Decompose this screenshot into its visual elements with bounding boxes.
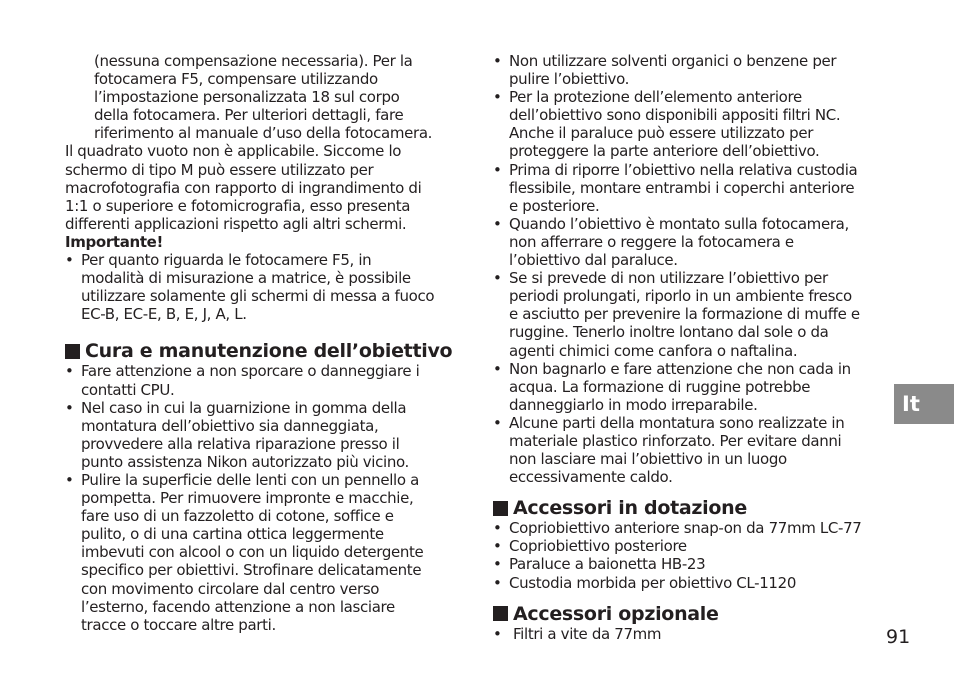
list-item: • Copriobiettivo anteriore snap-on da 77mm LC-77 [493, 519, 893, 537]
list-item: • Fare attenzione a non sporcare o danneggiare i contatti CPU. [65, 362, 465, 398]
important-list [65, 251, 465, 323]
list-item: • Non utilizzare solventi organici o benzene per pulire l’obiettivo. [493, 52, 893, 88]
section-heading-optional [493, 603, 893, 625]
list-item: • Quando l’obiettivo è montato sulla fotocamera, non afferrare o reggere la fotocamera e l’obiettivo dal paraluce. [493, 215, 893, 269]
important-label: Importante! [65, 232, 163, 251]
list-item: • Copriobiettivo posteriore [493, 537, 893, 555]
list-item: • Nel caso in cui la guarnizione in gomma della montatura dell’obiettivo sia danneggiata, provvedere alla relativa riparazione presso il punto assistenza Nikon autorizzato più vicino. [65, 399, 465, 471]
list-item: • Prima di riporre l’obiettivo nella relativa custodia flessibile, montare entrambi i coperchi anteriore e posteriore. [493, 161, 893, 215]
list-item: • Non bagnarlo e fare attenzione che non cada in acqua. La formazione di ruggine potrebbe danneggiarlo in modo irreparabile. [493, 360, 893, 414]
care-list-left [65, 362, 465, 633]
list-item: • Per la protezione dell’elemento anteriore dell’obiettivo sono disponibili appositi filtri NC. Anche il paraluce può essere utilizzato per proteggere la parte anteriore dell’obiettivo. [493, 88, 893, 160]
right-column [493, 52, 893, 643]
square-bullet-icon [65, 344, 80, 359]
section-heading-care [65, 340, 465, 362]
heading-text: Accessori opzionale [513, 602, 719, 625]
left-column [65, 52, 465, 634]
list-item: • Filtri a vite da 77mm [493, 625, 893, 643]
continued-text: (nessuna compensazione necessaria). Per la fotocamera F5, compensare utilizzando l’impostazione personalizzata 18 sul corpo della fotocamera. Per ulteriori dettagli, fare riferimento al manuale d’uso della fotocamera. [94, 52, 433, 143]
list-item: • Alcune parti della montatura sono realizzate in materiale plastico rinforzato. Per evitare danni non lasciare mai l’obiettivo in un luogo eccessivamente caldo. [493, 414, 893, 486]
paragraph-focusing-screen: Il quadrato vuoto non è applicabile. Siccome lo schermo di tipo M può essere utilizzato per macrofotografia con rapporto di ingrandimento di 1:1 o superiore e fotomicrografia, esso presenta differenti applicazioni rispetto agli altri schermi. [65, 142, 422, 233]
list-item: • Pulire la superficie delle lenti con un pennello a pompetta. Per rimuovere impronte e macchie, fare uso di un fazzoletto di cotone, soffice e pulito, o di una cartina ottica leggermente imbevuti con alcool o con un liquido detergente specifico per obiettivi. Strofinare delicatamente con movimento circolare dal centro verso l’esterno, facendo attenzione a non lasciare tracce o toccare altre parti. [65, 471, 465, 634]
heading-text: Cura e manutenzione dell’obiettivo [85, 340, 453, 363]
heading-text: Accessori in dotazione [513, 497, 747, 520]
language-tab: It [894, 384, 954, 424]
care-list-right [493, 52, 893, 486]
list-item: • Se si prevede di non utilizzare l’obiettivo per periodi prolungati, riporlo in un ambiente fresco e asciutto per prevenire la formazione di muffe e ruggine. Tenerlo inoltre lontano dal sole o da agenti chimici come canfora o naftalina. [493, 269, 893, 359]
section-heading-supplied [493, 497, 893, 519]
optional-list [493, 625, 893, 643]
square-bullet-icon [493, 501, 508, 516]
page-number: 91 [886, 626, 911, 648]
list-item: • Custodia morbida per obiettivo CL-1120 [493, 574, 893, 592]
square-bullet-icon [493, 606, 508, 621]
list-item: • Per quanto riguarda le fotocamere F5, in modalità di misurazione a matrice, è possibile utilizzare solamente gli schermi di messa a fuoco EC-B, EC-E, B, E, J, A, L. [65, 251, 465, 323]
supplied-list [493, 519, 893, 591]
list-item: • Paraluce a baionetta HB-23 [493, 555, 893, 573]
